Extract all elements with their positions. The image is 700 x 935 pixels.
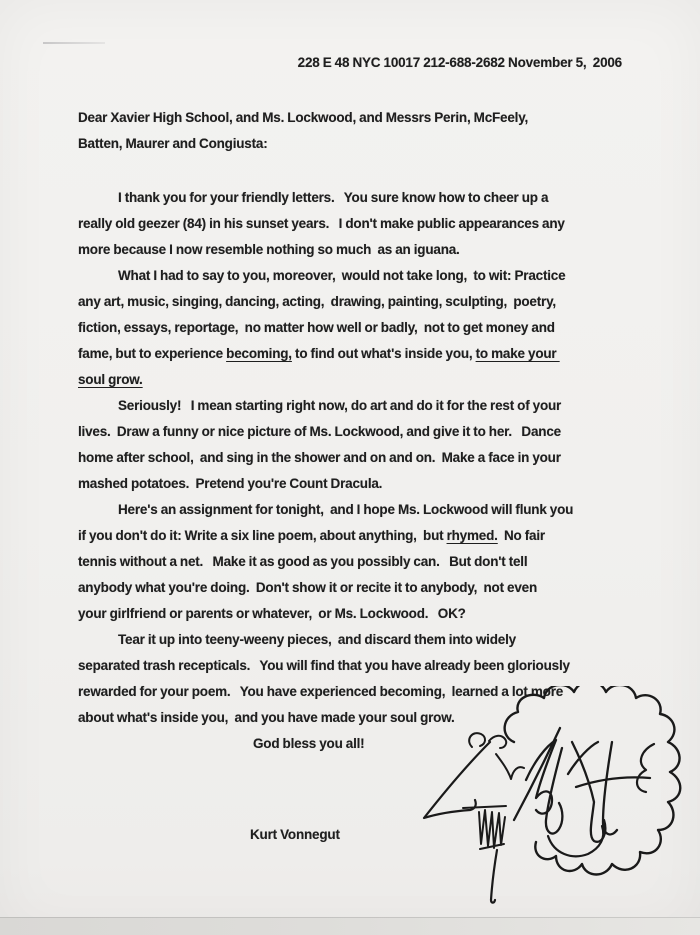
doodle-signature-scrawl	[526, 740, 650, 842]
self-portrait-signature-doodle	[408, 686, 684, 912]
text-run: Here's an assignment for tonight, and I hope Ms. Lockwood will flunk you	[118, 502, 574, 517]
salutation-line: Dear Xavier High School, and Ms. Lockwood, and Messrs Perin, McFeely,	[78, 110, 529, 125]
text-run: your girlfriend or parents or whatever, or Ms. Lockwood. OK?	[78, 606, 466, 621]
underlined-text-run: becoming,	[226, 346, 292, 361]
doodle-mustache-hatch	[463, 806, 506, 849]
letter-line	[78, 237, 638, 263]
letterhead-address-date: 228 E 48 NYC 10017 212-688-2682 November 5, 2006	[297, 55, 622, 70]
text-run: any art, music, singing, dancing, acting, drawing, painting, sculpting, poetry,	[78, 294, 556, 309]
text-run: No fair	[497, 528, 545, 543]
text-run: Seriously! I mean starting right now, do art and do it for the rest of your	[118, 398, 562, 413]
text-run: anybody what you're doing. Don't show it or recite it to anybody, not even	[78, 580, 538, 595]
underlined-text-run: rhymed.	[446, 528, 498, 543]
text-run: fame, but to experience	[78, 346, 227, 361]
text-run: mashed potatoes. Pretend you're Count Dracula.	[78, 476, 383, 491]
letter-line	[78, 315, 638, 341]
signature-name: Kurt Vonnegut	[250, 827, 340, 842]
text-run: really old geezer (84) in his sunset years. I don't make public appearances any	[78, 216, 565, 231]
doodle-eye-check	[496, 754, 524, 779]
letter-line	[78, 367, 638, 393]
text-run: home after school, and sing in the shower and on and on. Make a face in your	[78, 450, 561, 465]
letter-line	[78, 497, 638, 523]
letter-line	[78, 471, 638, 497]
letter-line	[78, 289, 638, 315]
text-run: lives. Draw a funny or nice picture of Ms. Lockwood, and give it to her. Dance	[78, 424, 561, 439]
letter-line	[78, 185, 638, 211]
salutation	[78, 105, 638, 157]
underlined-text-run: to make your	[475, 346, 560, 361]
text-run: tennis without a net. Make it as good as you possibly can. But don't tell	[78, 554, 528, 569]
letter-line	[78, 627, 638, 653]
letter-line	[78, 601, 638, 627]
doodle-neck-line	[491, 850, 497, 903]
underlined-text-run: soul grow.	[78, 372, 143, 387]
scan-artifact-line	[43, 42, 105, 44]
text-run: I thank you for your friendly letters. You sure know how to cheer up a	[118, 190, 549, 205]
letter-line	[78, 419, 638, 445]
text-run: separated trash recepticals. You will find that you have already been gloriously	[78, 658, 570, 673]
doodle-hair-inner-curl	[637, 744, 654, 792]
text-run: Tear it up into teeny-weeny pieces, and discard them into widely	[118, 632, 516, 647]
letter-line	[78, 393, 638, 419]
letter-paragraphs	[78, 185, 638, 731]
text-run: about what's inside you, and you have made your soul grow.	[78, 710, 455, 725]
text-run: to find out what's inside you,	[291, 346, 476, 361]
letter-line	[78, 523, 638, 549]
letter-line	[78, 653, 638, 679]
text-run: more because I now resemble nothing so much as an iguana.	[78, 242, 460, 257]
letter-line	[78, 445, 638, 471]
text-run: What I had to say to you, moreover, would not take long, to wit: Practice	[118, 268, 566, 283]
letter-body	[78, 185, 638, 757]
salutation-line: Batten, Maurer and Congiusta:	[78, 136, 268, 151]
doodle-hair-cloud	[505, 686, 681, 875]
letter-line	[78, 263, 638, 289]
text-run: rewarded for your poem. You have experienced becoming, learned a lot more	[78, 684, 564, 699]
text-run: if you don't do it: Write a six line poem, about anything, but	[78, 528, 447, 543]
letter-line	[78, 341, 638, 367]
closing-line: God bless you all!	[253, 736, 365, 751]
scan-bottom-shadow	[0, 917, 700, 935]
text-run: fiction, essays, reportage, no matter how well or badly, not to get money and	[78, 320, 555, 335]
letter-line	[78, 549, 638, 575]
letter-line	[78, 211, 638, 237]
letter-line	[78, 575, 638, 601]
